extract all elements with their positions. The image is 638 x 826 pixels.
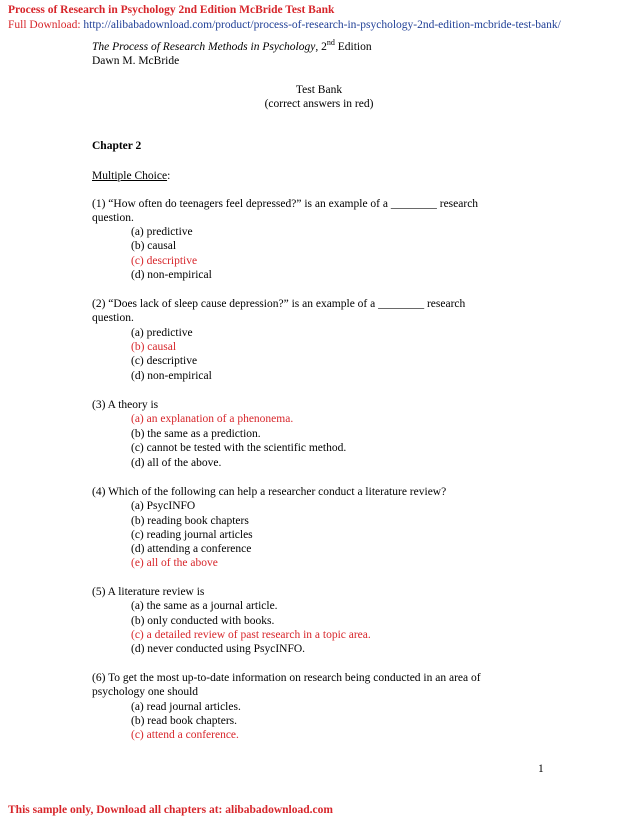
option-1b: (b) causal	[131, 240, 177, 252]
chapter-heading: Chapter 2	[92, 140, 142, 152]
option-4d: (d) attending a conference	[131, 543, 252, 555]
question-2-text-cont: question.	[92, 312, 134, 324]
question-5-text: (5) A literature review is	[92, 586, 205, 598]
option-3a-correct: (a) an explanation of a phenonema.	[131, 413, 294, 425]
option-4b: (b) reading book chapters	[131, 515, 249, 527]
option-2c: (c) descriptive	[131, 355, 198, 367]
author: Dawn M. McBride	[92, 55, 180, 67]
download-link[interactable]: http://alibabadownload.com/product/process-of-research-in-psychology-2nd-edition-mcbride-test-bank/	[83, 19, 561, 31]
section-heading	[92, 169, 170, 183]
option-5d: (d) never conducted using PsycINFO.	[131, 643, 306, 655]
book-title-line	[92, 40, 372, 54]
edition-word: Edition	[334, 41, 372, 53]
book-title: The Process of Research Methods in Psychology	[92, 41, 316, 53]
option-1c-correct: (c) descriptive	[131, 255, 198, 267]
option-6b: (b) read book chapters.	[131, 715, 238, 727]
edition-number: , 2	[315, 41, 327, 53]
option-3b: (b) the same as a prediction.	[131, 428, 261, 440]
question-1-text-cont: question.	[92, 212, 134, 224]
question-4-text: (4) Which of the following can help a researcher conduct a literature review?	[92, 486, 447, 498]
option-4e-correct: (e) all of the above	[131, 557, 218, 569]
section-colon: :	[167, 170, 171, 182]
option-1a: (a) predictive	[131, 226, 193, 238]
option-1d: (d) non-empirical	[131, 269, 212, 281]
test-bank-note: (correct answers in red)	[264, 98, 374, 110]
option-6a: (a) read journal articles.	[131, 701, 241, 713]
option-2d: (d) non-empirical	[131, 370, 212, 382]
footer-notice[interactable]: This sample only, Download all chapters at: alibabadownload.com	[8, 804, 333, 816]
option-2b-correct: (b) causal	[131, 341, 177, 353]
option-3d: (d) all of the above.	[131, 457, 222, 469]
question-1-text: (1) “How often do teenagers feel depressed?” is an example of a ________ research	[92, 198, 479, 210]
option-5c-correct: (c) a detailed review of past research in a topic area.	[131, 629, 371, 641]
download-line	[8, 18, 561, 32]
edition-superscript: nd	[326, 38, 335, 48]
option-3c: (c) cannot be tested with the scientific method.	[131, 442, 347, 454]
page-number: 1	[538, 763, 544, 775]
question-6-text: (6) To get the most up-to-date information on research being conducted in an area of	[92, 672, 481, 684]
option-5b: (b) only conducted with books.	[131, 615, 275, 627]
option-4c: (c) reading journal articles	[131, 529, 253, 541]
download-label: Full Download:	[8, 19, 84, 31]
test-bank-title: Test Bank	[295, 84, 343, 96]
question-2-text: (2) “Does lack of sleep cause depression?” is an example of a ________ research	[92, 298, 466, 310]
header-title: Process of Research in Psychology 2nd Edition McBride Test Bank	[8, 4, 335, 16]
question-6-text-cont: psychology one should	[92, 686, 199, 698]
option-6c-correct: (c) attend a conference.	[131, 729, 239, 741]
question-3-text: (3) A theory is	[92, 399, 159, 411]
option-2a: (a) predictive	[131, 327, 193, 339]
section-label: Multiple Choice	[92, 170, 168, 182]
option-4a: (a) PsycINFO	[131, 500, 196, 512]
option-5a: (a) the same as a journal article.	[131, 600, 278, 612]
